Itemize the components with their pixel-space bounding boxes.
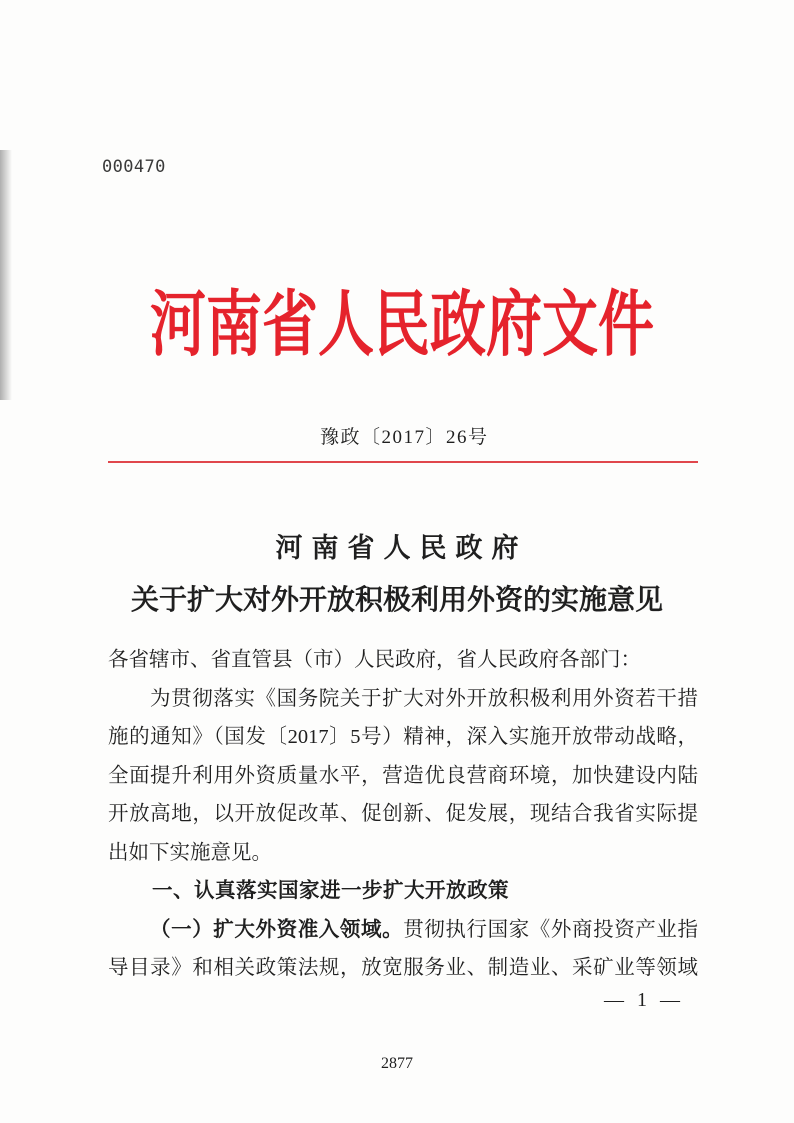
intro-line: 为贯彻落实《国务院关于扩大对外开放积极利用外资若干措	[150, 687, 698, 710]
section-heading: 一、认真落实国家进一步扩大开放政策	[152, 879, 509, 902]
serial-number: 000470	[102, 157, 166, 177]
intro-line: 出如下实施意见。	[108, 841, 272, 864]
item-text: 贯彻执行国家《外商投资产业指	[403, 918, 698, 941]
salutation: 各省辖市、省直管县（市）人民政府，省人民政府各部门：	[108, 649, 641, 671]
intro-line: 施的通知》（国发〔2017〕5号）精神，深入实施开放带动战略，	[108, 726, 698, 748]
document-title: 关于扩大对外开放积极利用外资的实施意见	[130, 585, 663, 616]
intro-line: 开放高地，以开放促改革、促创新、促发展，现结合我省实际提	[108, 803, 698, 825]
item-heading: （一）扩大外资准入领域。	[150, 918, 404, 941]
page-number: — 1 —	[604, 989, 684, 1011]
document-number: 豫政〔2017〕26号	[320, 427, 489, 448]
archive-number: 2877	[381, 1055, 413, 1072]
issuer-name: 河南省人民政府	[275, 533, 528, 563]
red-divider-line	[108, 461, 698, 463]
intro-line: 全面提升利用外资质量水平，营造优良营商环境，加快建设内陆	[108, 764, 698, 787]
item-line	[108, 911, 698, 950]
scan-edge-shadow	[0, 150, 12, 400]
item-line: 导目录》和相关政策法规，放宽服务业、制造业、采矿业等领域	[108, 957, 698, 979]
document-body	[108, 641, 698, 988]
red-header-title: 河南省人民政府文件	[150, 282, 654, 368]
